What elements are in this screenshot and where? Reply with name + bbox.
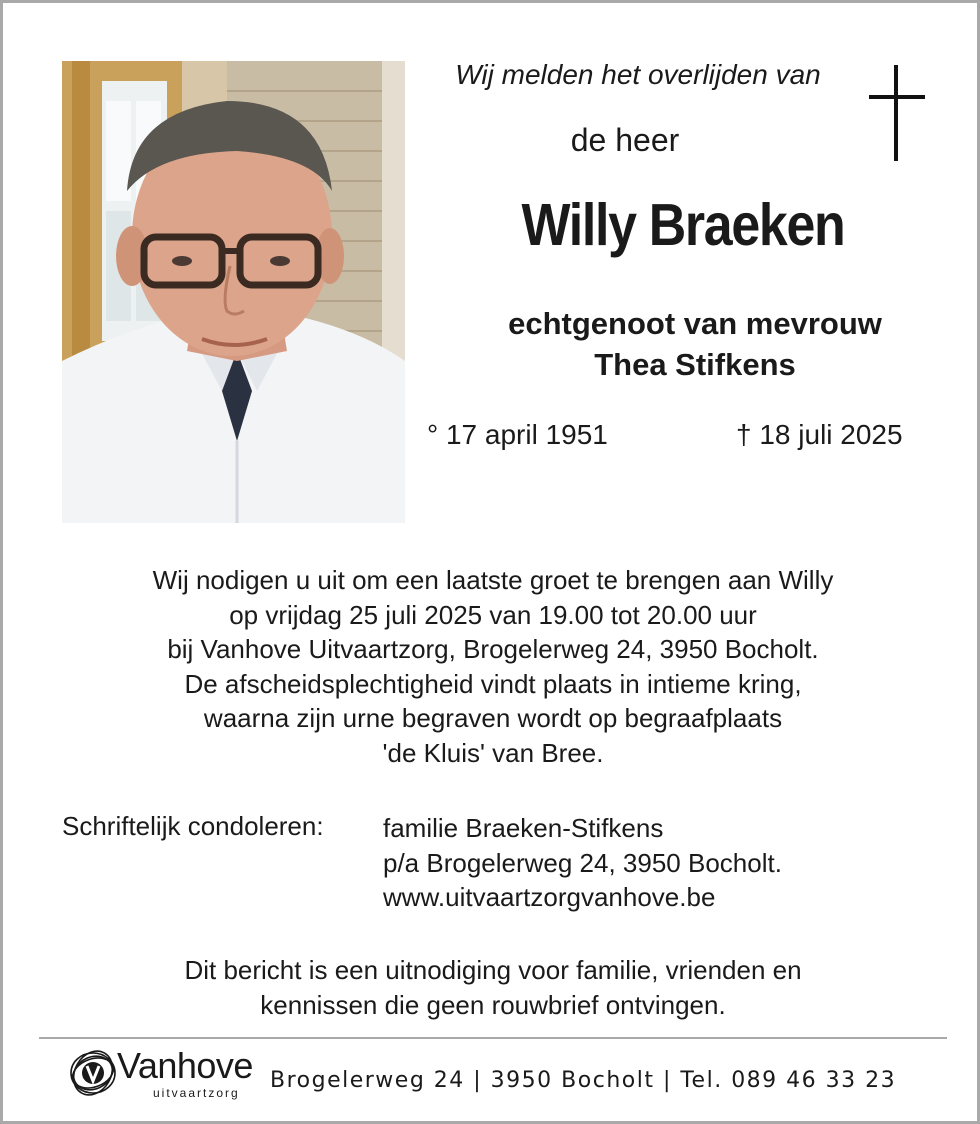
remark-line: Dit bericht is een uitnodiging voor familie, vrienden en: [184, 955, 802, 985]
portrait-photo: [62, 61, 405, 523]
invitation-line: 'de Kluis' van Bree.: [382, 737, 604, 768]
intro-text: Wij melden het overlijden van: [455, 59, 821, 90]
condolences-label: Schriftelijk condoleren:: [62, 811, 324, 841]
invitation-line: De afscheidsplechtigheid vindt plaats in intieme kring,: [184, 668, 802, 699]
spouse-info: [423, 303, 967, 385]
logo-name: Vanhove: [117, 1045, 253, 1086]
birth-date: ° 17 april 1951: [427, 419, 608, 450]
vanhove-logo-icon: [67, 1047, 123, 1099]
invitation-line: Wij nodigen u uit om een laatste groet te brengen aan Willy: [152, 565, 834, 595]
condolences-website-link[interactable]: www.uitvaartzorgvanhove.be: [383, 882, 716, 912]
invitation-line: op vrijdag 25 juli 2025 van 19.00 tot 20.00 uur: [229, 599, 757, 630]
notice-remark: [43, 953, 943, 1022]
deceased-name: Willy Braeken: [521, 192, 845, 258]
condolences-address: [383, 811, 782, 915]
logo-subtitle: uitvaartzorg: [153, 1086, 240, 1100]
condolences-line: p/a Brogelerweg 24, 3950 Bocholt.: [383, 847, 782, 878]
death-date: † 18 juli 2025: [736, 419, 903, 450]
footer-divider: [39, 1037, 947, 1039]
footer-contact: Brogelerweg 24 | 3950 Bocholt | Tel. 089 46 33 23: [270, 1068, 897, 1093]
spouse-line-1: echtgenoot van mevrouw: [508, 306, 882, 341]
invitation-text: [43, 563, 943, 770]
remark-line: kennissen die geen rouwbrief ontvingen.: [260, 989, 726, 1020]
vanhove-logo: [67, 1045, 257, 1105]
spouse-line-2: Thea Stifkens: [594, 347, 796, 382]
invitation-line: bij Vanhove Uitvaartzorg, Brogelerweg 24, 3950 Bocholt.: [167, 634, 819, 664]
salutation: de heer: [570, 122, 680, 158]
condolences-line: familie Braeken-Stifkens: [383, 813, 664, 843]
latin-cross-icon: [869, 65, 925, 161]
invitation-line: waarna zijn urne begraven wordt op begraafplaats: [203, 703, 783, 733]
